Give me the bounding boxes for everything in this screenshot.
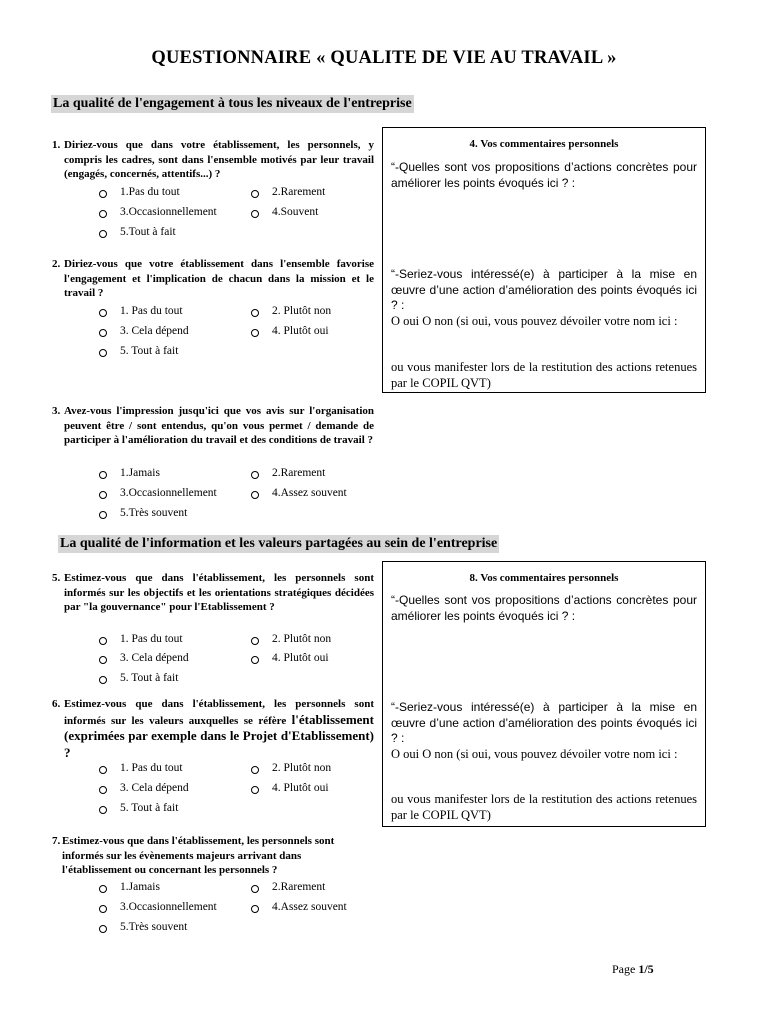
question-text xyxy=(52,697,374,761)
option-label: 5. Tout à fait xyxy=(120,672,179,684)
comments-participation-text: “-Seriez-vous intéressé(e) à participer à la mise en œuvre d’une action d’amélioration des points évoqués ici ? : xyxy=(391,267,697,312)
option-label: 5.Très souvent xyxy=(120,921,188,933)
radio-q6-opt1[interactable] xyxy=(99,766,107,774)
document-title: QUESTIONNAIRE « QUALITE DE VIE AU TRAVAIL » xyxy=(151,48,617,68)
option-label: 4.Assez souvent xyxy=(272,487,347,499)
option-label: 1.Jamais xyxy=(120,467,160,479)
question-text: Diriez-vous que votre établissement dans l'ensemble favorise l'engagement et l'implication de chacun dans la mission et le travail ? xyxy=(64,258,374,299)
question-text: Estimez-vous que dans l'établissement, les personnels sont informés sur les évènements majeurs arrivant dans l'établissement ou concernant les personnels ? xyxy=(62,835,335,876)
option-label: 3. Cela dépend xyxy=(120,652,189,664)
radio-q5-opt3[interactable] xyxy=(99,656,107,664)
option-label: 4.Assez souvent xyxy=(272,901,347,913)
option-label: 1. Pas du tout xyxy=(120,633,183,645)
radio-q5-opt2[interactable] xyxy=(251,637,259,645)
option-label: 2.Rarement xyxy=(272,467,326,479)
radio-q3-opt4[interactable] xyxy=(251,491,259,499)
page-number xyxy=(612,962,654,977)
radio-q6-opt5[interactable] xyxy=(99,806,107,814)
question-number: 3. xyxy=(52,405,61,417)
radio-q2-opt5[interactable] xyxy=(99,349,107,357)
question-2 xyxy=(52,257,374,301)
option-label: 3. Cela dépend xyxy=(120,782,189,794)
option-label: 3.Occasionnellement xyxy=(120,487,217,499)
option-label: 5.Tout à fait xyxy=(120,226,176,238)
radio-q2-opt4[interactable] xyxy=(251,329,259,337)
question-text: Diriez-vous que dans votre établissement, les personnels, y compris les cadres, sont dans l'ensemble motivés par leur travail (engagés, concernés, attentifs...) ? xyxy=(64,139,374,180)
radio-q5-opt5[interactable] xyxy=(99,676,107,684)
comments-proposals-text: “-Quelles sont vos propositions d’actions concrètes pour améliorer les points évoqués ici ? : xyxy=(391,593,697,623)
radio-q2-opt1[interactable] xyxy=(99,309,107,317)
radio-q5-opt1[interactable] xyxy=(99,637,107,645)
comments-heading: 4. Vos commentaires personnels xyxy=(469,138,619,150)
comments-yes-no-text: O oui O non (si oui, vous pouvez dévoiler votre nom ici : xyxy=(391,314,678,328)
option-label: 4.Souvent xyxy=(272,206,319,218)
question-7 xyxy=(52,834,362,878)
option-label: 2. Plutôt non xyxy=(272,305,332,317)
option-label: 5. Tout à fait xyxy=(120,345,179,357)
question-text: Estimez-vous que dans l'établissement, les personnels sont informés sur les objectifs et les orientations stratégiques décidées par "la gouvernance" pour l'Etablissement ? xyxy=(64,572,374,613)
radio-q2-opt3[interactable] xyxy=(99,329,107,337)
comments-box-1[interactable] xyxy=(382,127,706,393)
question-1 xyxy=(52,138,374,182)
radio-q3-opt5[interactable] xyxy=(99,511,107,519)
comments-restitution-text: ou vous manifester lors de la restitution des actions retenues par le COPIL QVT) xyxy=(391,360,697,390)
radio-q6-opt4[interactable] xyxy=(251,786,259,794)
option-label: 2.Rarement xyxy=(272,186,326,198)
radio-q3-opt2[interactable] xyxy=(251,471,259,479)
option-label: 4. Plutôt oui xyxy=(272,652,329,664)
radio-q7-opt2[interactable] xyxy=(251,885,259,893)
option-label: 4. Plutôt oui xyxy=(272,325,329,337)
comments-restitution-text: ou vous manifester lors de la restitution des actions retenues par le COPIL QVT) xyxy=(391,792,697,822)
option-label: 2.Rarement xyxy=(272,881,326,893)
radio-q2-opt2[interactable] xyxy=(251,309,259,317)
radio-q1-opt2[interactable] xyxy=(251,190,259,198)
question-5 xyxy=(52,571,374,615)
question-number: 2. xyxy=(52,258,61,270)
radio-q1-opt1[interactable] xyxy=(99,190,107,198)
section-heading-engagement: La qualité de l'engagement à tous les niveaux de l'entreprise xyxy=(53,96,412,111)
option-label: 1.Pas du tout xyxy=(120,186,180,198)
option-label: 4. Plutôt oui xyxy=(272,782,329,794)
radio-q5-opt4[interactable] xyxy=(251,656,259,664)
option-label: 2. Plutôt non xyxy=(272,633,332,645)
radio-q7-opt3[interactable] xyxy=(99,905,107,913)
option-label: 2. Plutôt non xyxy=(272,762,332,774)
section-heading-information: La qualité de l'information et les valeurs partagées au sein de l'entreprise xyxy=(60,536,498,551)
radio-q1-opt5[interactable] xyxy=(99,230,107,238)
comments-box-2[interactable] xyxy=(382,561,706,827)
comments-proposals-text: “-Quelles sont vos propositions d’actions concrètes pour améliorer les points évoqués ici ? : xyxy=(391,160,697,190)
radio-q3-opt1[interactable] xyxy=(99,471,107,479)
radio-q1-opt3[interactable] xyxy=(99,210,107,218)
radio-q6-opt3[interactable] xyxy=(99,786,107,794)
comments-participation-text: “-Seriez-vous intéressé(e) à participer à la mise en œuvre d’une action d’amélioration des points évoqués ici ? : xyxy=(391,700,697,745)
question-text-part-b: l'établissement (exprimées par exemple dans le Projet d'Etablissement) ? xyxy=(64,711,374,760)
option-label: 5.Très souvent xyxy=(120,507,188,519)
question-text: Avez-vous l'impression jusqu'ici que vos avis sur l'organisation peuvent être / sont entendus, qu'on vous permet / demande de participer à l'amélioration du travail et des conditions de travail ? xyxy=(64,405,374,446)
option-label: 1. Pas du tout xyxy=(120,762,183,774)
radio-q3-opt3[interactable] xyxy=(99,491,107,499)
page-value: 1/5 xyxy=(638,962,654,976)
comments-heading: 8. Vos commentaires personnels xyxy=(469,572,619,584)
option-label: 3.Occasionnellement xyxy=(120,206,217,218)
radio-q7-opt5[interactable] xyxy=(99,925,107,933)
question-number: 7. xyxy=(52,835,61,847)
question-number: 1. xyxy=(52,139,61,151)
radio-q1-opt4[interactable] xyxy=(251,210,259,218)
question-3 xyxy=(52,404,374,448)
option-label: 3.Occasionnellement xyxy=(120,901,217,913)
option-label: 5. Tout à fait xyxy=(120,802,179,814)
question-number: 6. xyxy=(52,698,61,710)
radio-q6-opt2[interactable] xyxy=(251,766,259,774)
question-6 xyxy=(52,697,374,761)
comments-yes-no-text: O oui O non (si oui, vous pouvez dévoiler votre nom ici : xyxy=(391,747,678,761)
radio-q7-opt1[interactable] xyxy=(99,885,107,893)
option-label: 3. Cela dépend xyxy=(120,325,189,337)
question-number: 5. xyxy=(52,572,61,584)
option-label: 1. Pas du tout xyxy=(120,305,183,317)
question-text-part-a: Estimez-vous que dans l'établissement, les personnels sont informés sur les valeurs auxquelles se réfère xyxy=(64,698,374,727)
page-label: Page xyxy=(612,962,639,976)
radio-q7-opt4[interactable] xyxy=(251,905,259,913)
option-label: 1.Jamais xyxy=(120,881,160,893)
